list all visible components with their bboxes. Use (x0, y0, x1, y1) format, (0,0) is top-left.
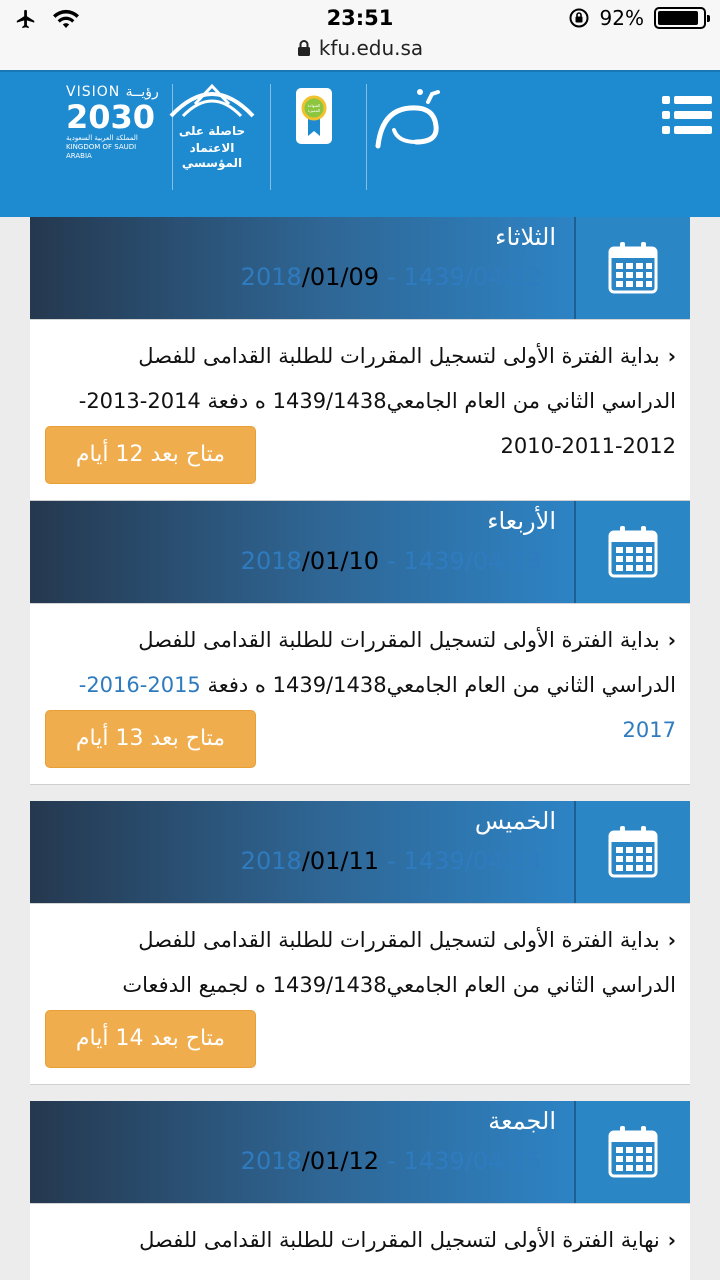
accreditation-line1: حاصلة على (178, 124, 246, 138)
event-line-text: بداية الفترة الأولى لتسجيل المقررات للطلبة القدامى للفصل (138, 928, 660, 952)
date-greg-md: /01/10 (301, 547, 379, 575)
day-date (241, 547, 542, 575)
event-line: الدراسي الثاني من العام الجامعي1439/1438 ه لجميع الدفعات (122, 973, 676, 997)
available-after-button[interactable]: متاح بعد 13 أيام (45, 710, 256, 768)
day-header (30, 801, 690, 903)
event-line (139, 1218, 676, 1263)
day-header (30, 501, 690, 603)
rotation-lock-icon (568, 7, 590, 29)
date-hijri: 1439/04/24 (403, 847, 542, 875)
hamburger-menu-icon (662, 94, 712, 136)
events-list (30, 217, 690, 1280)
day-name: الأربعاء (487, 507, 556, 535)
vision-2030-logo[interactable] (66, 84, 162, 168)
event-card (30, 603, 690, 785)
day-date (241, 1147, 542, 1175)
day-block-friday (30, 1101, 690, 1280)
address-bar[interactable] (0, 36, 720, 60)
accreditation-arch-icon (165, 82, 259, 118)
vision-sub-ar: المملكة العربية السعودية (66, 134, 138, 142)
event-line-text: نهاية الفترة الأولى لتسجيل المقررات للطلبة القدامى للفصل (139, 1228, 660, 1252)
kfu-logo[interactable] (372, 80, 446, 160)
menu-button[interactable] (662, 94, 712, 136)
day-name: الجمعة (488, 1107, 556, 1135)
date-greg-year: 2018 (240, 847, 302, 875)
date-greg-md: /01/12 (301, 1147, 379, 1175)
day-header-main (30, 1101, 574, 1203)
batch-years-link[interactable]: 2017 (622, 718, 676, 742)
chevron-left-icon: ‹ (667, 1228, 676, 1252)
site-header (0, 70, 720, 217)
event-line-text: الدراسي الثاني من العام الجامعي1439/1438 ه دفعة (200, 673, 676, 697)
date-greg-year: 2018 (240, 547, 302, 575)
day-block-wednesday (30, 501, 690, 785)
event-line: 2010-2011-2012 (500, 434, 676, 458)
calendar-cell (574, 801, 690, 903)
vision-sub-en: KINGDOM OF SAUDI ARABIA (66, 143, 137, 160)
calendar-cell (574, 217, 690, 319)
battery-level (658, 11, 698, 25)
battery-percent: 92% (599, 6, 644, 30)
date-separator: - (387, 547, 396, 575)
day-name: الخميس (474, 807, 556, 835)
available-after-button[interactable]: متاح بعد 12 أيام (45, 426, 256, 484)
lock-icon (297, 39, 311, 57)
date-hijri: 1439/04/22 (403, 263, 542, 291)
status-bar (0, 0, 720, 70)
event-line (79, 663, 676, 708)
batch-years-link[interactable]: 2015-2016- (78, 673, 201, 697)
date-separator: - (387, 1147, 396, 1175)
vision-year: 2030 (66, 98, 156, 136)
day-header-main (30, 801, 574, 903)
calendar-icon (607, 241, 659, 295)
event-line (79, 334, 676, 379)
calendar-cell (574, 501, 690, 603)
event-description (139, 1218, 676, 1263)
available-after-button[interactable]: متاح بعد 14 أيام (45, 1010, 256, 1068)
chevron-left-icon: ‹ (667, 628, 676, 652)
calendar-icon (607, 825, 659, 879)
badge-text: الشهادة المميزة (307, 103, 321, 113)
header-divider (366, 84, 367, 190)
event-line-text: بداية الفترة الأولى لتسجيل المقررات للطلبة القدامى للفصل (138, 344, 660, 368)
header-divider (270, 84, 271, 190)
day-block-thursday (30, 801, 690, 1085)
calendar-icon (607, 1125, 659, 1179)
vision-label: VISION رؤيــة (66, 84, 159, 100)
award-badge-icon[interactable] (294, 86, 334, 146)
date-greg-md: /01/09 (301, 263, 379, 291)
clock: 23:51 (326, 6, 394, 30)
date-separator: - (387, 263, 396, 291)
url-text: kfu.edu.sa (318, 36, 424, 60)
day-header (30, 1101, 690, 1203)
chevron-left-icon: ‹ (667, 928, 676, 952)
date-greg-md: /01/11 (301, 847, 379, 875)
event-card (30, 903, 690, 1085)
battery-icon (654, 7, 706, 29)
status-right (568, 6, 706, 30)
kfu-logo-icon (372, 80, 446, 160)
date-hijri: 1439/04/25 (403, 1147, 542, 1175)
event-line (122, 918, 676, 963)
calendar-cell (574, 1101, 690, 1203)
date-greg-year: 2018 (240, 1147, 302, 1175)
day-header-main (30, 501, 574, 603)
day-header-main (30, 217, 574, 319)
date-greg-year: 2018 (240, 263, 302, 291)
event-line: الدراسي الثاني من العام الجامعي1439/1438 ه دفعة 2014-2013- (78, 389, 676, 413)
accreditation-logo[interactable] (163, 82, 261, 172)
event-line (79, 618, 676, 663)
accreditation-line2: الاعتماد المؤسسي (181, 141, 243, 170)
event-line-text: بداية الفترة الأولى لتسجيل المقررات للطلبة القدامى للفصل (138, 628, 660, 652)
date-separator: - (387, 847, 396, 875)
event-description (122, 918, 676, 1008)
day-date (241, 263, 542, 291)
day-block-tuesday (30, 217, 690, 501)
event-card (30, 319, 690, 501)
calendar-icon (607, 525, 659, 579)
day-header (30, 217, 690, 319)
event-card (30, 1203, 690, 1280)
chevron-left-icon: ‹ (667, 344, 676, 368)
day-name: الثلاثاء (495, 223, 556, 251)
day-date (241, 847, 542, 875)
date-hijri: 1439/04/23 (403, 547, 542, 575)
